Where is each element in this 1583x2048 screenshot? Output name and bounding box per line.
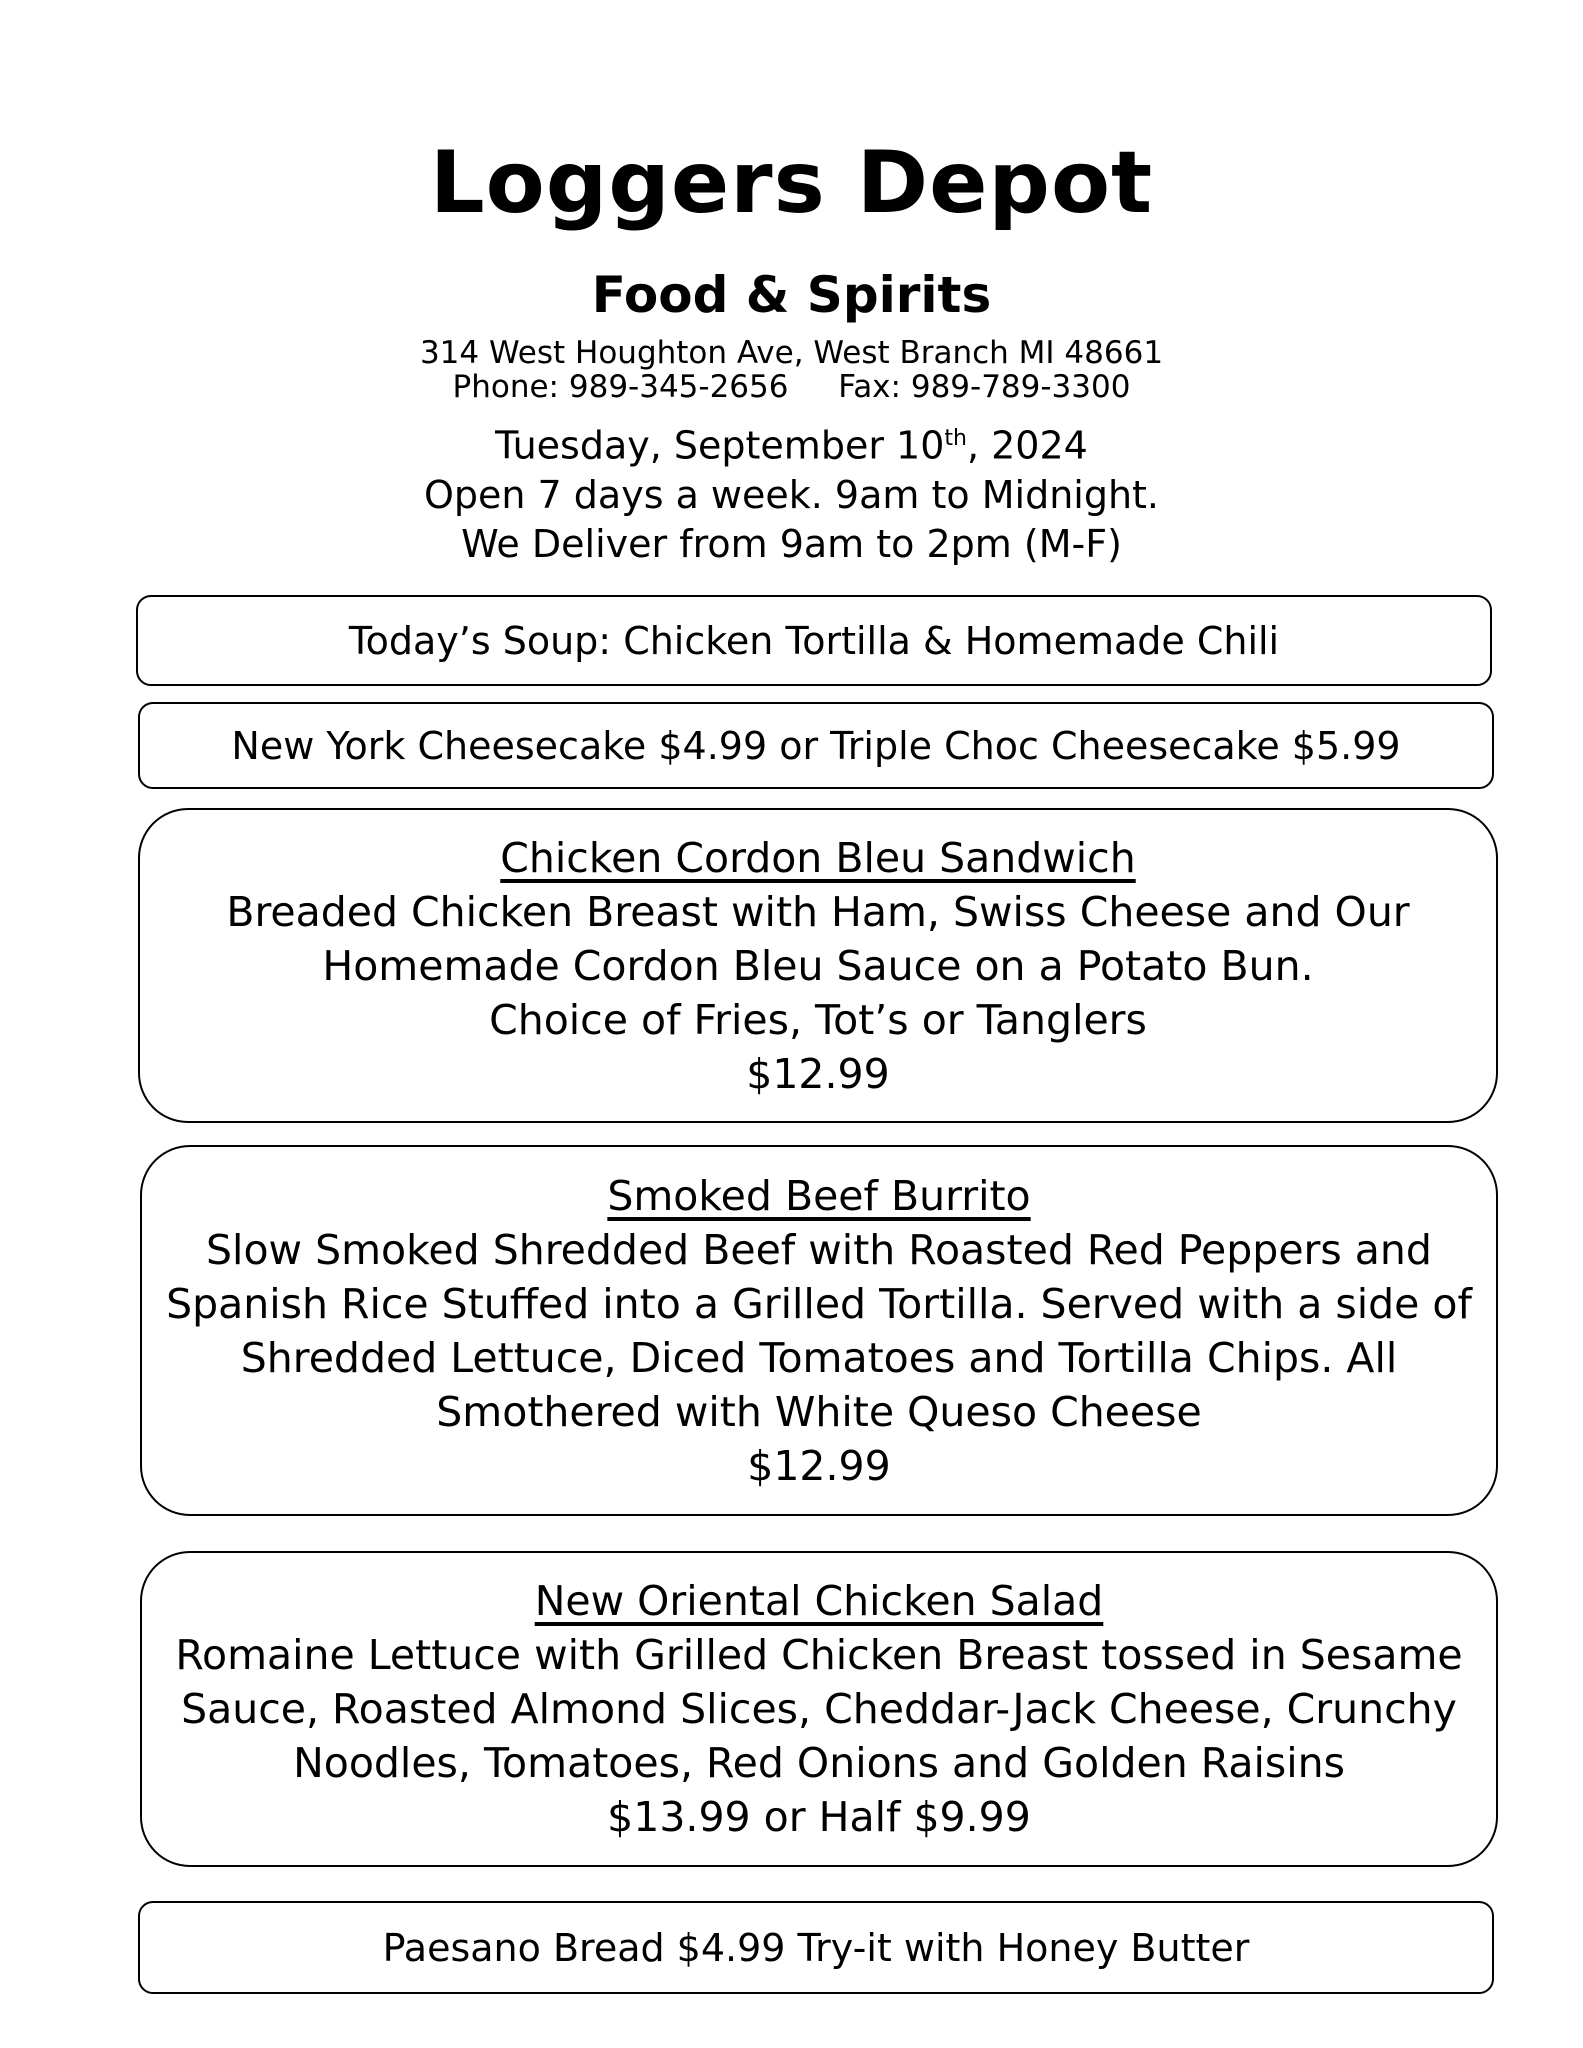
special-name: New Oriental Chicken Salad <box>534 1577 1104 1625</box>
special-description-line: Romaine Lettuce with Grilled Chicken Breast tossed in Sesame <box>175 1631 1463 1679</box>
special-description-line: Sauce, Roasted Almond Slices, Cheddar-Jack Cheese, Crunchy <box>181 1685 1457 1733</box>
bread-text: Paesano Bread $4.99 Try-it with Honey Butter <box>382 1925 1250 1970</box>
special-description-line: Breaded Chicken Breast with Ham, Swiss Cheese and Our <box>226 887 1410 936</box>
contact-block <box>0 336 1583 404</box>
phone-fax-line <box>0 370 1583 404</box>
special-description-line: Noodles, Tomatoes, Red Onions and Golden Raisins <box>293 1739 1345 1787</box>
special-name: Chicken Cordon Bleu Sandwich <box>500 833 1136 882</box>
opening-hours: Open 7 days a week. 9am to Midnight. <box>423 472 1160 517</box>
date-year: , 2024 <box>966 423 1088 468</box>
special-price: $13.99 or Half $9.99 <box>607 1793 1031 1841</box>
special-description-line: Smothered with White Queso Cheese <box>436 1387 1202 1436</box>
fax-label: Fax: <box>838 369 901 405</box>
bread-banner <box>138 1901 1494 1994</box>
menu-date <box>0 414 1583 471</box>
restaurant-tagline: Food & Spirits <box>591 266 992 324</box>
special-card <box>140 1551 1498 1867</box>
special-description-line: Choice of Fries, Tot’s or Tanglers <box>489 995 1147 1044</box>
special-price: $12.99 <box>747 1441 891 1490</box>
soup-text: Today’s Soup: Chicken Tortilla & Homemade Chili <box>348 618 1280 663</box>
special-card <box>138 808 1498 1123</box>
special-card <box>140 1145 1498 1516</box>
date-hours-block <box>0 414 1583 569</box>
address: 314 West Houghton Ave, West Branch MI 48661 <box>419 335 1164 371</box>
special-description-line: Spanish Rice Stuffed into a Grilled Tortilla. Served with a side of <box>166 1279 1472 1328</box>
cheesecake-text: New York Cheesecake $4.99 or Triple Choc Cheesecake $5.99 <box>231 723 1401 768</box>
special-description-line: Shredded Lettuce, Diced Tomatoes and Tortilla Chips. All <box>240 1333 1398 1382</box>
soup-banner <box>136 595 1492 686</box>
cheesecake-banner <box>138 702 1494 789</box>
special-price: $12.99 <box>746 1049 890 1098</box>
special-description-line: Slow Smoked Shredded Beef with Roasted Red Peppers and <box>206 1225 1432 1274</box>
date-main: Tuesday, September 10 <box>495 423 945 468</box>
fax-number: 989-789-3300 <box>910 369 1131 405</box>
delivery-hours: We Deliver from 9am to 2pm (M-F) <box>461 521 1122 566</box>
phone-number: 989-345-2656 <box>568 369 789 405</box>
special-name: Smoked Beef Burrito <box>607 1171 1031 1220</box>
restaurant-name: Loggers Depot <box>429 133 1154 233</box>
date-suffix: th <box>944 426 967 451</box>
special-description-line: Homemade Cordon Bleu Sauce on a Potato Bun. <box>322 941 1314 990</box>
phone-label: Phone: <box>452 369 560 405</box>
